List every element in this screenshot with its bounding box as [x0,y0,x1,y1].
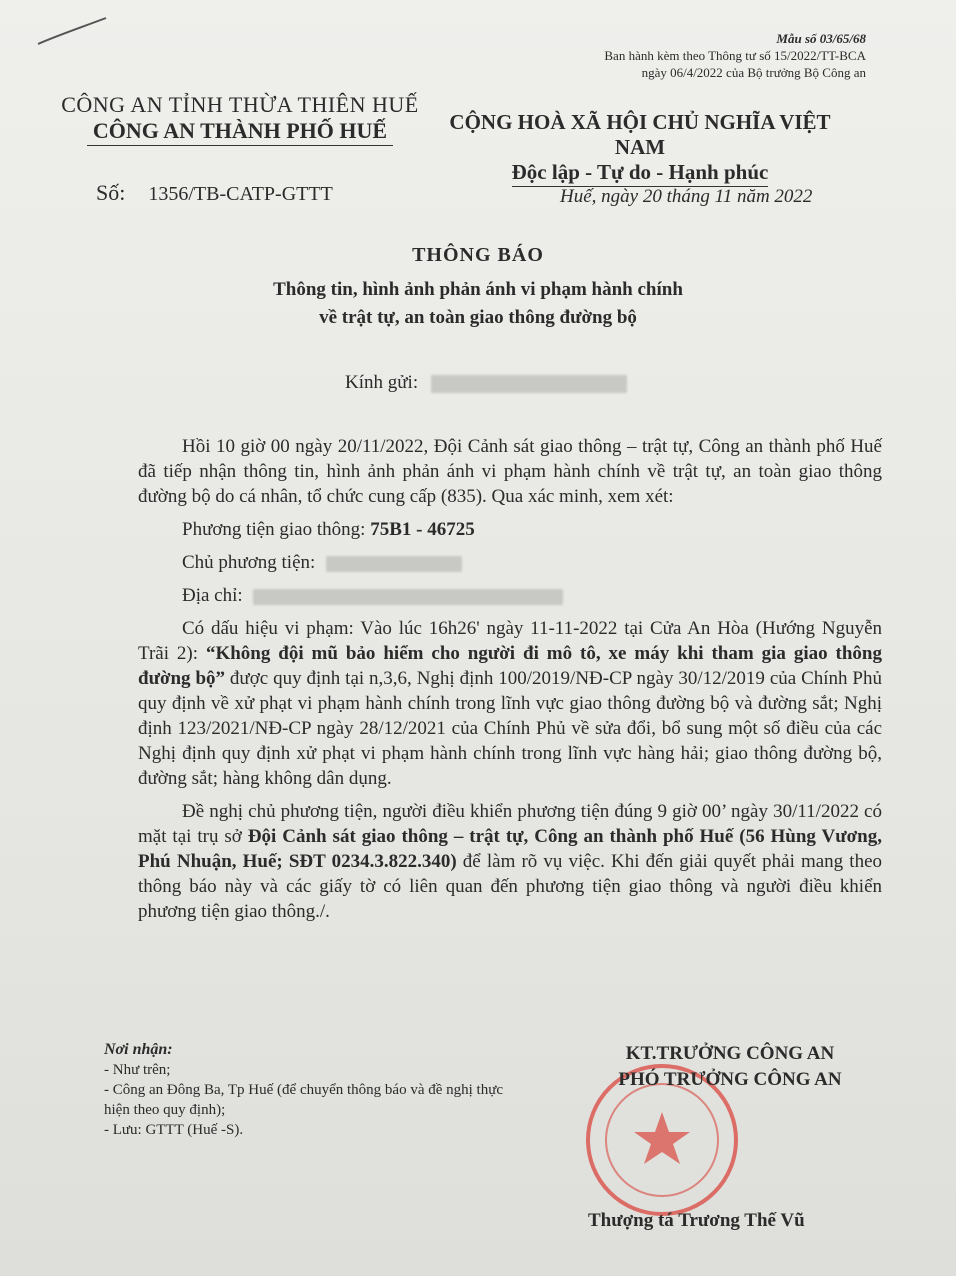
form-meta [604,30,866,81]
address-label: Địa chỉ: [182,585,243,606]
owner-label: Chủ phương tiện: [182,552,316,573]
parent-agency: CÔNG AN TỈNH THỪA THIÊN HUẾ [61,92,419,117]
vehicle-label: Phương tiện giao thông: [182,519,366,540]
address-field [182,583,882,608]
national-motto: Độc lập - Tự do - Hạnh phúc [512,160,769,187]
document-body [138,434,882,924]
issuing-unit: CÔNG AN THÀNH PHỐ HUẾ [87,118,393,146]
reference-number [96,180,333,206]
recipient-item: - Công an Đông Ba, Tp Huế (để chuyển thông báo và đề nghị thực hiện theo quy định); [104,1082,504,1118]
doc-subtitle-1: Thông tin, hình ảnh phản ánh vi phạm hành chính [273,279,683,300]
request-intro: Đề nghị chủ phương tiện, người điều khiển phương tiện đúng 9 giờ 00’ ngày 30/11/2022 có mặt tại trụ sở [138,801,882,847]
doc-title: THÔNG BÁO [412,244,544,266]
reference-value: 1356/TB-CATP-GTTT [148,183,333,205]
form-meta-line1: Ban hành kèm theo Thông tư số 15/2022/TT-BCA [604,48,866,63]
violation-intro: Có dấu hiệu vi phạm: Vào lúc 16h26' ngày 11-11-2022 tại Cửa An Hòa (Hướng Nguyễn Trãi 2): [138,618,882,664]
recipient-item: - Lưu: GTTT (Huế -S). [104,1122,244,1138]
recipient-item: - Như trên; [104,1062,171,1078]
redacted-owner [326,556,462,572]
signer-name: Thượng tá Trương Thế Vũ [588,1210,805,1231]
agency-header [60,92,420,146]
violation-description: “Không đội mũ bảo hiểm cho người đi mô tô, xe máy khi tham gia giao thông đường bộ” [138,643,882,689]
greeting-label: Kính gửi: [345,372,419,393]
request-location: Đội Cảnh sát giao thông – trật tự, Công an thành phố Huế (56 Hùng Vương, Phú Nhuận, Huế; SĐT 0234.3.822.340) [138,826,882,872]
redacted-recipient [431,375,627,393]
redacted-address [253,589,563,605]
signer-title-2: PHÓ TRƯỞNG CÔNG AN [618,1069,842,1090]
nation-name: CỘNG HOÀ XÃ HỘI CHỦ NGHĨA VIỆT NAM [449,110,831,159]
recipients-header: Nơi nhận: [104,1041,173,1058]
vehicle-plate: 75B1 - 46725 [370,519,475,540]
paragraph-request [138,799,882,924]
title-block [0,244,956,329]
request-rest: để làm rõ vụ việc. Khi đến giải quyết phải mang theo thông báo này và các giấy tờ có liên quan đến phương tiện giao thông và người điều khiển phương tiện giao thông./. [138,851,882,922]
greeting [345,372,627,394]
recipients-block [104,1040,504,1140]
reference-label: Số: [96,180,126,205]
form-meta-line2: ngày 06/4/2022 của Bộ trưởng Bộ Công an [641,65,866,80]
paragraph-intake: Hồi 10 giờ 00 ngày 20/11/2022, Đội Cảnh sát giao thông – trật tự, Công an thành phố Huế đã tiếp nhận thông tin, hình ảnh phản ánh vi phạm hành chính về trật tự, an toàn giao thông đường bộ do cá nhân, tổ chức cung cấp (835). Qua xác minh, xem xét: [138,436,882,507]
paragraph-violation [138,616,882,791]
form-number: Mẫu số 03/65/68 [776,31,866,46]
signer-block [560,1043,900,1091]
place-date: Huế, ngày 20 tháng 11 năm 2022 [560,186,813,207]
violation-legal-basis: được quy định tại n,3,6, Nghị định 100/2019/NĐ-CP ngày 30/12/2019 của Chính Phủ quy định về xử phạt vi phạm hành chính trong lĩnh vực giao thông đường bộ và đường sắt; Nghị định 123/2021/NĐ-CP ngày 28/12/2021 của Chính Phủ về sửa đổi, bổ sung một số điều của các Nghị định quy định xử phạt vi phạm hành chính trong lĩnh vực hàng hải; giao thông đường bộ, đường sắt; hàng không dân dụng. [138,668,882,789]
owner-field [182,550,882,575]
national-header [430,110,850,187]
signer-title-1: KT.TRƯỞNG CÔNG AN [625,1043,835,1064]
vehicle-field [182,517,882,542]
pen-mark [34,12,114,52]
doc-subtitle-2: về trật tự, an toàn giao thông đường bộ [319,307,637,328]
